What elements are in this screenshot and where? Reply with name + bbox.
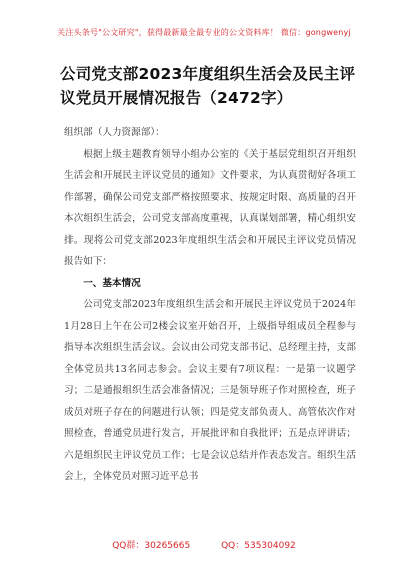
document-body [64, 122, 356, 488]
qq-number-text: QQ：535304092 [221, 541, 296, 551]
salutation: 组织部（人力资源部）： [64, 127, 165, 138]
promo-banner: 关注头条号"公文研究"，获得最新最全最专业的公文资料库！ 微信：gongwenyj [57, 28, 351, 37]
section-heading-basic-info: 一、基本情况 [83, 277, 141, 289]
qq-group-text: QQ群：30265665 [112, 541, 191, 551]
intro-paragraph: 根据上级主题教育领导小组办公室的《关于基层党组织召开组织生活会和开展民主评议党员的通知》文件要求，为认真贯彻好各项工作部署，确保公司党支部严格按照要求、按规定时限、高质量的召开本次组织生活会，公司党支部高度重视，认真谋划部署，精心组织安排。现将公司党支部2023年度组织生活会和开展民主评议党员情况报告如下： [64, 148, 356, 267]
section-paragraph: 公司党支部2023年度组织生活会和开展民主评议党员于2024年1月28日上午在公司2楼会议室开始召开，上级指导组成员全程参与指导本次组织生活会议。会议由公司党支部书记、总经理主持，支部全体党员共13名同志参会。会议主要有7项议程：一是第一议题学习；二是通报组织生活会准备情况；三是领导班子作对照检查，班子成员对班子存在的问题进行认领；四是党支部负责人、高管依次作对照检查，普通党员进行发言，开展批评和自我批评；五是点评讲话；六是组织民主评议党员工作；七是会议总结并作表态发言。组织生活会上，全体党员对照习近平总书 [64, 299, 356, 482]
document-title: 公司党支部2023年度组织生活会及民主评议党员开展情况报告（2472字） [60, 65, 356, 107]
contact-footer [0, 538, 408, 551]
